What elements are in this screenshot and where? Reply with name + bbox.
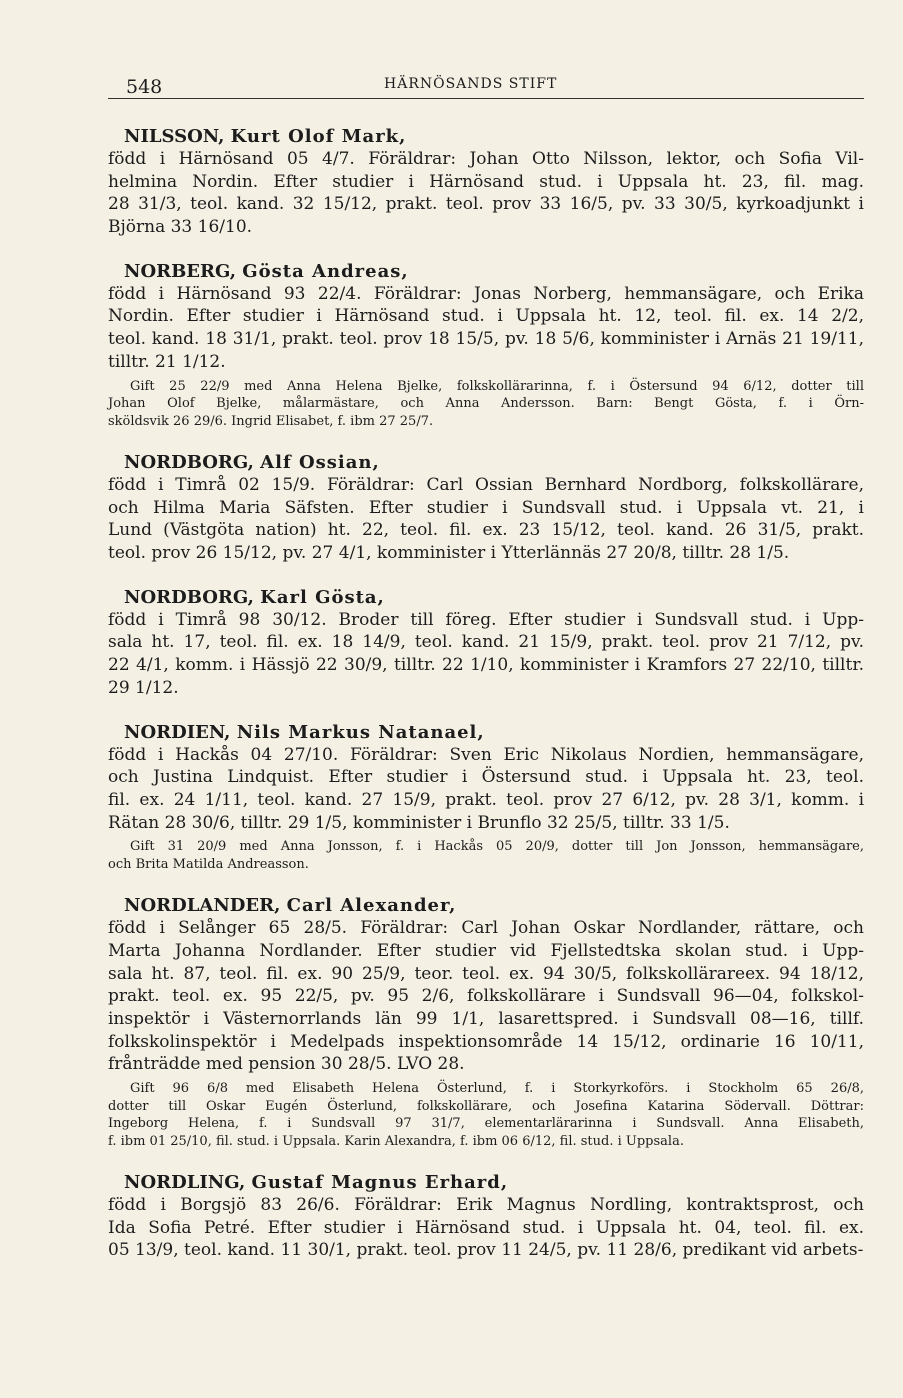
entry-text-line: Marta Johanna Nordlander. Efter studier vid Fjellstedtska skolan stud. i Upp- bbox=[108, 940, 864, 961]
entry-text-line: född i Timrå 02 15/9. Föräldrar: Carl Ossian Bernhard Nordborg, folkskollärare, bbox=[108, 475, 864, 495]
entry-heading bbox=[124, 126, 864, 148]
entry-text-line: tilltr. 21 1/12. bbox=[108, 351, 226, 372]
page-header bbox=[108, 72, 864, 99]
entry-surname: NORDBORG, bbox=[124, 586, 254, 608]
entry-surname: NORDLANDER, bbox=[124, 895, 281, 917]
entry-text-line: Björna 33 16/10. bbox=[108, 217, 253, 238]
entry-text-line: Ida Sofia Petré. Efter studier i Härnösand stud. i Uppsala ht. 04, teol. fil. ex. bbox=[108, 1217, 864, 1238]
family-text-line: sköldsvik 26 29/6. Ingrid Elisabet, f. ibm 27 25/7. bbox=[108, 413, 434, 429]
entry-text-line: 22 4/1, komm. i Hässjö 22 30/9, tilltr. 22 1/10, komminister i Kramfors 27 22/10, tilltr. bbox=[108, 655, 864, 676]
entry-given-names: Gustaf Magnus Erhard, bbox=[251, 1172, 509, 1194]
entry-text-line: 28 31/3, teol. kand. 32 15/12, prakt. teol. prov 33 16/5, pv. 33 30/5, kyrkoadjunkt i bbox=[108, 194, 864, 215]
running-title: HÄRNÖSANDS STIFT bbox=[384, 76, 558, 92]
entry-heading bbox=[124, 452, 864, 474]
family-text-line: Ingeborg Helena, f. i Sundsvall 97 31/7, elementarlärarinna i Sundsvall. Anna Elisabeth, bbox=[108, 1116, 864, 1132]
entry-heading bbox=[124, 587, 864, 609]
entry-heading bbox=[124, 722, 864, 744]
entry-text-line: född i Borgsjö 83 26/6. Föräldrar: Erik Magnus Nordling, kontraktsprost, och bbox=[108, 1195, 864, 1216]
entry-heading bbox=[124, 895, 864, 917]
entry-heading bbox=[124, 1172, 864, 1194]
biography-entry bbox=[108, 261, 864, 430]
entry-text-line: född i Timrå 98 30/12. Broder till föreg. Efter studier i Sundsvall stud. i Upp- bbox=[108, 609, 864, 630]
entry-text-line: född i Härnösand 93 22/4. Föräldrar: Jonas Norberg, hemmansägare, och Erika bbox=[108, 283, 864, 304]
entry-given-names: Kurt Olof Mark, bbox=[230, 126, 407, 147]
entry-text-line: 29 1/12. bbox=[108, 677, 179, 698]
entry-given-names: Carl Alexander, bbox=[286, 895, 457, 917]
entry-surname: NORDBORG, bbox=[124, 452, 254, 473]
entry-text-line: prakt. teol. ex. 95 22/5, pv. 95 2/6, folkskollärare i Sundsvall 96—04, folkskol- bbox=[108, 986, 864, 1007]
entry-text-line: och Justina Lindquist. Efter studier i Östersund stud. i Uppsala ht. 23, teol. bbox=[108, 767, 864, 788]
entry-text-line: sala ht. 87, teol. fil. ex. 90 25/9, teor. teol. ex. 94 30/5, folkskollärareex. 94 18/12, bbox=[108, 963, 864, 984]
entry-text-line: frånträdde med pension 30 28/5. LVO 28. bbox=[108, 1054, 465, 1075]
entry-surname: NORDLING, bbox=[124, 1172, 246, 1194]
entry-given-names: Nils Markus Natanael, bbox=[236, 721, 485, 743]
entry-text-line: Nordin. Efter studier i Härnösand stud. i Uppsala ht. 12, teol. fil. ex. 14 2/2, bbox=[108, 306, 864, 327]
entry-text-line: född i Selånger 65 28/5. Föräldrar: Carl Johan Oskar Nordlander, rättare, och bbox=[108, 918, 864, 939]
biography-entry bbox=[108, 895, 864, 1150]
entry-text-line: Rätan 28 30/6, tilltr. 29 1/5, komminister i Brunflo 32 25/5, tilltr. 33 1/5. bbox=[108, 812, 730, 833]
entry-text-line: fil. ex. 24 1/11, teol. kand. 27 15/9, prakt. teol. prov 27 6/12, pv. 28 3/1, komm. i bbox=[108, 789, 864, 810]
entry-text-line: helmina Nordin. Efter studier i Härnösand stud. i Uppsala ht. 23, fil. mag. bbox=[108, 171, 864, 192]
entry-text-line: sala ht. 17, teol. fil. ex. 18 14/9, teol. kand. 21 15/9, prakt. teol. prov 21 7/12, pv. bbox=[108, 632, 864, 653]
entry-text-line: Lund (Västgöta nation) ht. 22, teol. fil. ex. 23 15/12, teol. kand. 26 31/5, prakt. bbox=[108, 520, 864, 541]
entry-text-line: inspektör i Västernorrlands län 99 1/1, lasarettspred. i Sundsvall 08—16, tillf. bbox=[108, 1009, 864, 1029]
entry-text-line: teol. kand. 18 31/1, prakt. teol. prov 18 15/5, pv. 18 5/6, komminister i Arnäs 21 19/11, bbox=[108, 329, 864, 350]
entry-text-line: folkskolinspektör i Medelpads inspektionsområde 14 15/12, ordinarie 16 10/11, bbox=[108, 1031, 864, 1052]
biography-entry bbox=[108, 452, 864, 565]
entry-heading bbox=[124, 261, 864, 283]
family-text-line: Gift 25 22/9 med Anna Helena Bjelke, folkskollärarinna, f. i Östersund 94 6/12, dotter till bbox=[130, 378, 864, 394]
biography-entry bbox=[108, 587, 864, 700]
biography-entry bbox=[108, 722, 864, 874]
biography-entry bbox=[108, 1172, 864, 1262]
biography-entry bbox=[108, 126, 864, 239]
family-text-line: och Brita Matilda Andreasson. bbox=[108, 856, 309, 872]
entry-text-line: 05 13/9, teol. kand. 11 30/1, prakt. teol. prov 11 24/5, pv. 11 28/6, predikant vid arbets- bbox=[108, 1240, 864, 1261]
page-number: 548 bbox=[126, 76, 163, 98]
entry-text-line: och Hilma Maria Säfsten. Efter studier i Sundsvall stud. i Uppsala vt. 21, i bbox=[108, 497, 864, 518]
family-text-line: f. ibm 01 25/10, fil. stud. i Uppsala. Karin Alexandra, f. ibm 06 6/12, fil. stud. i Uppsala. bbox=[108, 1133, 684, 1149]
entry-text-line: teol. prov 26 15/12, pv. 27 4/1, komminister i Ytterlännäs 27 20/8, tilltr. 28 1/5. bbox=[108, 543, 790, 564]
entry-text-line: född i Härnösand 05 4/7. Föräldrar: Johan Otto Nilsson, lektor, och Sofia Vil- bbox=[108, 149, 864, 169]
biography-entries bbox=[108, 126, 864, 1284]
entry-surname: NILSSON, bbox=[124, 126, 225, 147]
entry-given-names: Gösta Andreas, bbox=[242, 260, 409, 282]
family-text-line: Gift 31 20/9 med Anna Jonsson, f. i Hackås 05 20/9, dotter till Jon Jonsson, hemmansägare, bbox=[130, 839, 864, 855]
entry-surname: NORDIEN, bbox=[124, 721, 231, 743]
family-text-line: Johan Olof Bjelke, målarmästare, och Anna Andersson. Barn: Bengt Gösta, f. i Örn- bbox=[108, 396, 864, 411]
family-text-line: Gift 96 6/8 med Elisabeth Helena Österlund, f. i Storkyrkoförs. i Stockholm 65 26/8, bbox=[130, 1081, 864, 1097]
entry-text-line: född i Hackås 04 27/10. Föräldrar: Sven Eric Nikolaus Nordien, hemmansägare, bbox=[108, 744, 864, 765]
entry-given-names: Alf Ossian, bbox=[260, 452, 380, 473]
family-text-line: dotter till Oskar Eugén Österlund, folkskollärare, och Josefina Katarina Södervall. Döttrar: bbox=[108, 1098, 864, 1114]
entry-surname: NORBERG, bbox=[124, 260, 236, 282]
entry-given-names: Karl Gösta, bbox=[260, 586, 385, 608]
